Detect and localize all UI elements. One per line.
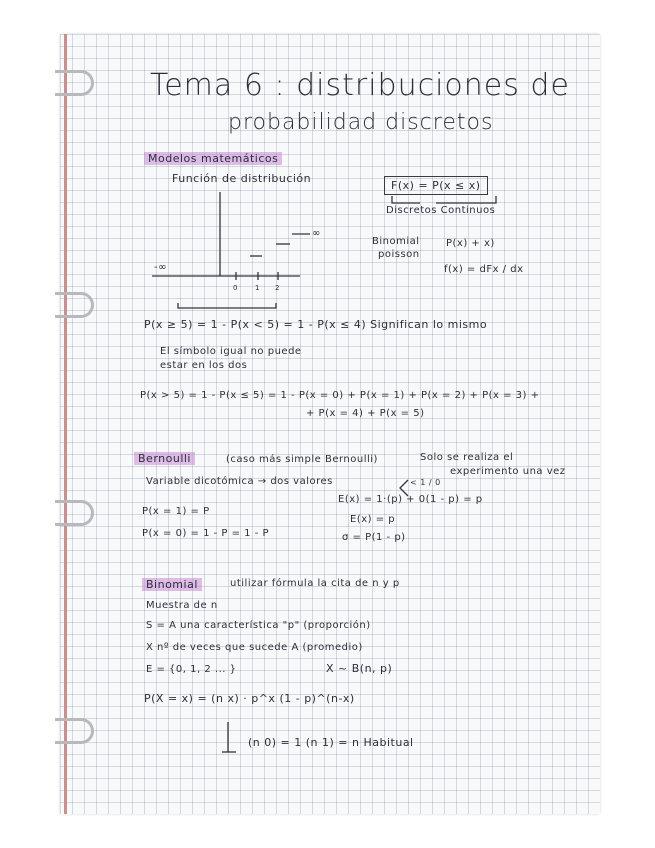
note-line2: estar en los dos bbox=[160, 360, 248, 371]
long-expansion-2: + P(x = 4) + P(x = 5) bbox=[306, 408, 425, 419]
binomial-utiliza: utilizar fórmula la cita de n y p bbox=[230, 578, 400, 589]
section-heading-binomial: Binomial bbox=[142, 578, 202, 591]
section-heading-bernoulli: Bernoulli bbox=[134, 452, 195, 465]
bernoulli-experimento: experimento una vez bbox=[450, 466, 566, 477]
bernoulli-ex2: E(x) = p bbox=[350, 514, 396, 525]
bernoulli-sigma: σ = P(1 - p) bbox=[342, 532, 406, 543]
note-line1: El símbolo igual no puede bbox=[160, 346, 302, 357]
graph-tick-1: 1 bbox=[255, 284, 260, 292]
bernoulli-solo: Solo se realiza el bbox=[420, 452, 514, 463]
binomial-habitual: (n 0) = 1 (n 1) = n Habitual bbox=[248, 736, 414, 749]
graph-minus-inf: -∞ bbox=[154, 262, 167, 273]
underline-discretos bbox=[392, 196, 420, 203]
binomial-x-line: X nº de veces que sucede A (promedio) bbox=[146, 642, 363, 653]
binomial-muestra: Muestra de n bbox=[146, 600, 218, 611]
page-title: Tema 6 : distribuciones de bbox=[150, 68, 570, 103]
binomial-dist: X ~ B(n, p) bbox=[326, 662, 393, 675]
underline-continuos bbox=[436, 196, 496, 203]
line-p-equivalence: P(x ≥ 5) = 1 - P(x < 5) = 1 - P(x ≤ 4) Significan lo mismo bbox=[144, 318, 488, 331]
binomial-pmf: P(X = x) = (n x) · p^x (1 - p)^(n-x) bbox=[144, 692, 355, 705]
binomial-e-line: E = {0, 1, 2 ... } bbox=[146, 664, 237, 675]
binomial-label: Binomial bbox=[372, 236, 420, 247]
bernoulli-px1: P(x = 1) = P bbox=[142, 506, 210, 517]
page-title-line2: probabilidad discretos bbox=[228, 110, 494, 135]
graph-tick-2: 2 bbox=[275, 284, 280, 292]
section-heading-modelos: Modelos matemáticos bbox=[144, 152, 282, 165]
subheading-funcion: Función de distribución bbox=[172, 172, 312, 185]
bernoulli-px0: P(x = 0) = 1 - P = 1 - P bbox=[142, 528, 270, 539]
bracket bbox=[178, 303, 276, 308]
bernoulli-caso: (caso más simple Bernoulli) bbox=[226, 454, 378, 465]
bernoulli-ex: E(x) = 1·(p) + 0(1 - p) = p bbox=[338, 494, 483, 505]
fx-formula: f(x) = dFx / dx bbox=[444, 264, 524, 275]
bernoulli-brace-values: < 1 / 0 bbox=[410, 478, 441, 487]
poisson-label: poisson bbox=[378, 249, 420, 260]
long-expansion-1: P(x > 5) = 1 - P(x ≤ 5) = 1 - P(x = 0) + P(x = 1) + P(x = 2) + P(x = 3) + bbox=[140, 390, 540, 401]
graph-plus-inf: ∞ bbox=[312, 228, 321, 239]
bernoulli-variable: Variable dicotómica → dos valores bbox=[146, 476, 333, 487]
binomial-s-line: S = A una característica "p" (proporción) bbox=[146, 620, 371, 631]
px-formula: P(x) + x) bbox=[446, 238, 495, 249]
formula-box: F(x) = P(x ≤ x) bbox=[384, 176, 488, 195]
graph-tick-0: 0 bbox=[233, 284, 238, 292]
formula-labels: Discretos Continuos bbox=[386, 205, 496, 216]
